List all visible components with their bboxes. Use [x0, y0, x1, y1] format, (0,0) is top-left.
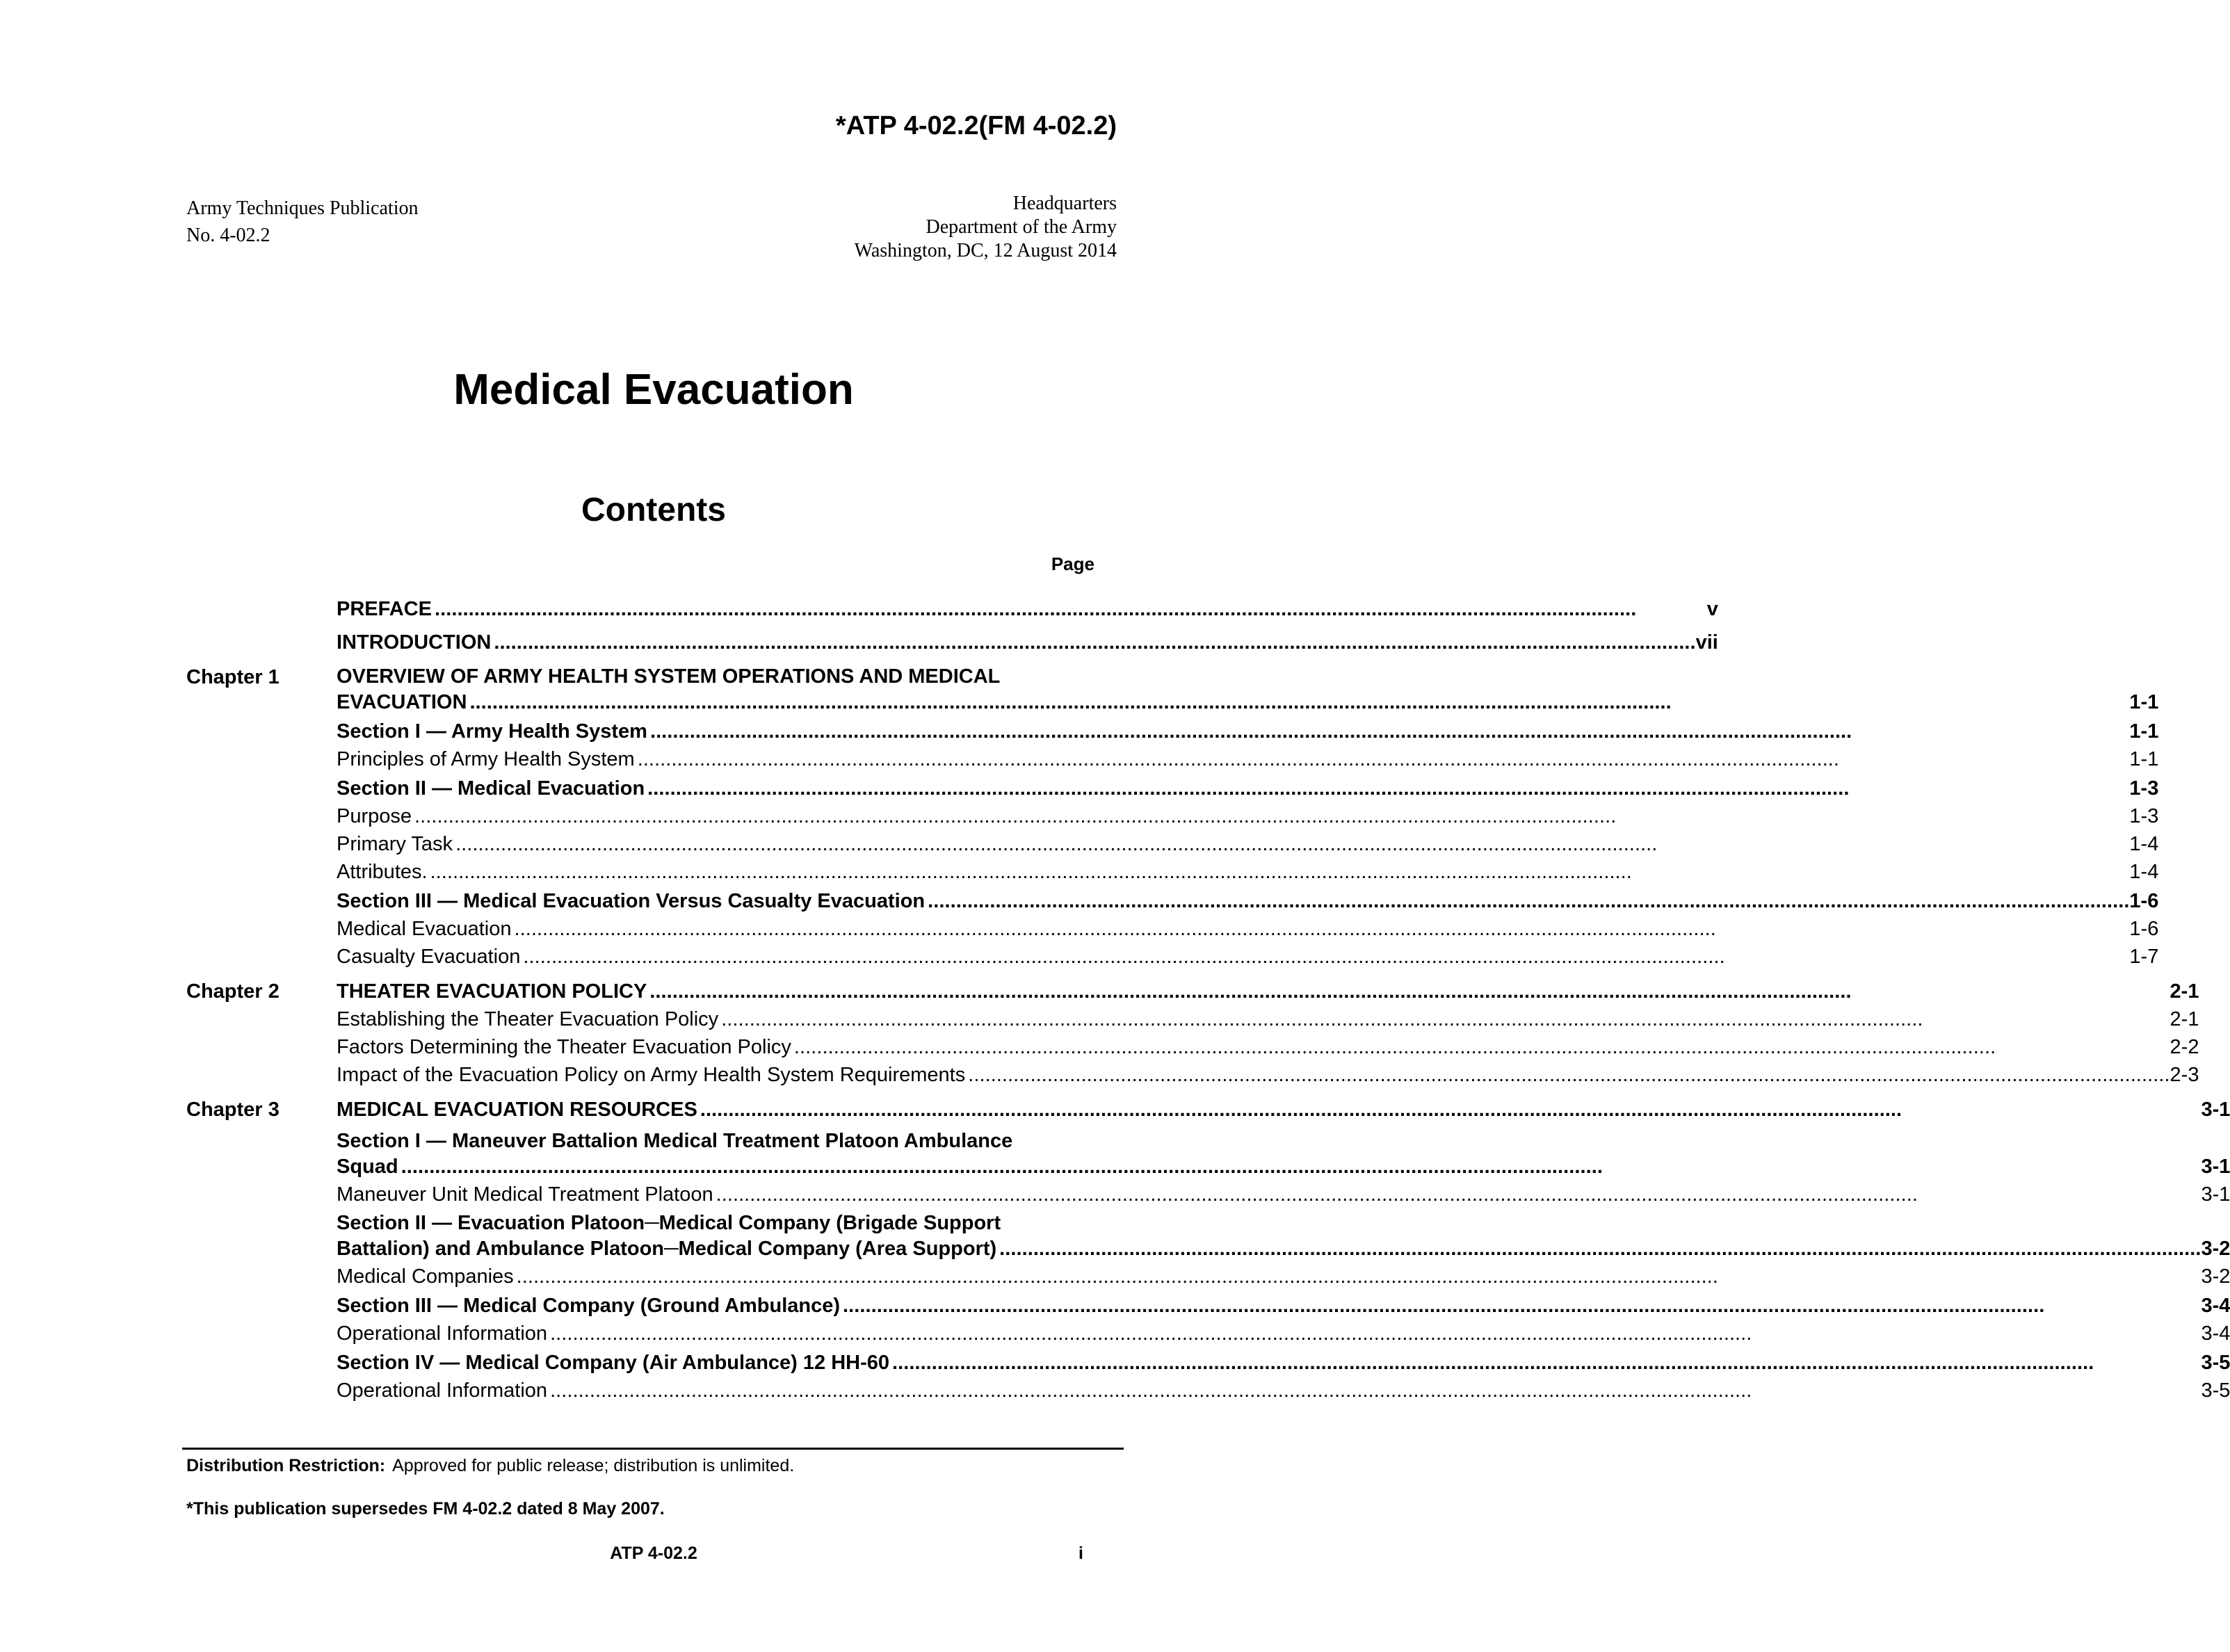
- toc-entry-title: Medical Companies: [337, 1265, 514, 1288]
- toc-page-number: 3-1: [2201, 1156, 2230, 1178]
- toc-chapter-2: [186, 978, 2199, 1089]
- dot-leader: [700, 1096, 2199, 1124]
- toc-entry-title: Primary Task: [337, 833, 453, 855]
- dot-leader: [638, 745, 2127, 773]
- toc-entry-title: Squad: [337, 1156, 398, 1178]
- toc-entry[interactable]: [337, 1061, 2199, 1089]
- toc-entry-title: Section III — Medical Company (Ground Ambulance): [337, 1295, 841, 1317]
- dot-leader: [999, 1235, 2198, 1263]
- toc-page-number: v: [1706, 598, 1718, 620]
- toc-entry-chapter-3[interactable]: [337, 1096, 2230, 1124]
- dot-leader: [649, 978, 2167, 1005]
- toc-page-number: 2-1: [2170, 1008, 2199, 1030]
- dot-leader: [514, 915, 2126, 943]
- toc-page-number: 2-1: [2170, 980, 2199, 1003]
- toc-entry[interactable]: [337, 1181, 2230, 1208]
- toc-entry[interactable]: [337, 1033, 2199, 1061]
- toc-entry-title: Casualty Evacuation: [337, 946, 521, 968]
- toc-page-number: 3-1: [2201, 1099, 2230, 1121]
- toc-entry[interactable]: [337, 1377, 2230, 1404]
- distribution-text: Approved for public release; distribution is unlimited.: [392, 1456, 795, 1475]
- section-title-line[interactable]: Section I — Maneuver Battalion Medical Treatment Platoon Ambulance: [337, 1130, 1013, 1152]
- toc-page-number: 1-3: [2129, 777, 2159, 800]
- chapter-label: Chapter 3: [186, 1099, 280, 1121]
- toc-entry[interactable]: [337, 1005, 2199, 1033]
- dot-leader: [430, 858, 2127, 886]
- toc-front-matter: [186, 594, 1718, 656]
- toc-entry-title: Battalion) and Ambulance Platoon─Medical Company (Area Support): [337, 1238, 997, 1260]
- toc-entry-title: THEATER EVACUATION POLICY: [337, 980, 647, 1003]
- dot-leader: [494, 629, 1692, 656]
- toc-page-number: 2-2: [2170, 1036, 2199, 1058]
- toc-page-number: 3-2: [2201, 1265, 2230, 1288]
- toc-entry-title: Factors Determining the Theater Evacuation Policy: [337, 1036, 791, 1058]
- dot-leader: [650, 718, 2126, 745]
- toc-entry-preface[interactable]: [337, 595, 1718, 623]
- table-of-contents: [186, 587, 2230, 1404]
- toc-entry-title: Section IV — Medical Company (Air Ambulance) 12 HH-60: [337, 1352, 889, 1374]
- toc-entry-title: Establishing the Theater Evacuation Policy: [337, 1008, 719, 1030]
- toc-entry[interactable]: [337, 745, 2158, 773]
- dot-leader: [517, 1263, 2199, 1290]
- toc-entry[interactable]: [337, 802, 2158, 830]
- chapter-label: Chapter 2: [186, 980, 280, 1003]
- dot-leader: [550, 1320, 2198, 1347]
- toc-entry-chapter-1[interactable]: [337, 688, 2158, 716]
- dot-leader: [523, 943, 2126, 971]
- publication-block: [186, 195, 418, 249]
- toc-page-number: 3-1: [2201, 1183, 2230, 1206]
- toc-entry[interactable]: [337, 1292, 2230, 1320]
- toc-entry-title: MEDICAL EVACUATION RESOURCES: [337, 1099, 697, 1121]
- toc-page-number: 3-4: [2201, 1295, 2230, 1317]
- toc-entry[interactable]: [337, 830, 2158, 858]
- distribution-restriction: [186, 1453, 794, 1478]
- page-title: Medical Evacuation: [453, 366, 854, 414]
- toc-page-number: 1-4: [2129, 833, 2159, 855]
- toc-entry[interactable]: [337, 1349, 2230, 1377]
- dot-leader: [716, 1181, 2199, 1208]
- location-date-line: Washington, DC, 12 August 2014: [854, 240, 1117, 261]
- page-column-label: Page: [1051, 553, 1094, 574]
- publication-type: Army Techniques Publication: [186, 197, 419, 219]
- toc-page-number: 1-6: [2129, 918, 2159, 940]
- dot-leader: [435, 595, 1704, 623]
- supersedes-note: *This publication supersedes FM 4-02.2 dated 8 May 2007.: [186, 1499, 665, 1519]
- toc-page-number: 2-3: [2170, 1064, 2199, 1086]
- toc-entry[interactable]: [337, 858, 2158, 886]
- footer-document-id: ATP 4-02.2: [610, 1544, 697, 1563]
- toc-page-number: 1-7: [2129, 946, 2159, 968]
- toc-entry-title: Attributes.: [337, 861, 428, 883]
- toc-page-number: 1-3: [2129, 805, 2159, 827]
- toc-entry-title: Principles of Army Health System: [337, 748, 635, 770]
- toc-page-number: 1-4: [2129, 861, 2159, 883]
- toc-entry-title: Medical Evacuation: [337, 918, 512, 940]
- contents-heading: Contents: [581, 492, 726, 528]
- section-title-line[interactable]: Section II — Evacuation Platoon─Medical Company (Brigade Support: [337, 1212, 1001, 1234]
- toc-entry[interactable]: [337, 887, 2158, 915]
- toc-page-number: 3-5: [2201, 1352, 2230, 1374]
- headquarters-line: Headquarters: [1012, 193, 1117, 214]
- toc-page-number: 3-4: [2201, 1322, 2230, 1345]
- dot-leader: [469, 688, 2126, 716]
- dot-leader: [892, 1349, 2198, 1377]
- toc-entry[interactable]: [337, 1235, 2230, 1263]
- toc-entry-title: EVACUATION: [337, 691, 467, 713]
- toc-entry-chapter-2[interactable]: [337, 978, 2199, 1005]
- dot-leader: [843, 1292, 2198, 1320]
- toc-entry[interactable]: [337, 915, 2158, 943]
- toc-entry-title: Impact of the Evacuation Policy on Army Health System Requirements: [337, 1064, 966, 1086]
- chapter-label: Chapter 1: [186, 666, 280, 688]
- document-id: *ATP 4-02.2(FM 4-02.2): [835, 111, 1117, 140]
- toc-entry-title: Operational Information: [337, 1379, 548, 1402]
- dot-leader: [455, 830, 2126, 858]
- dot-leader: [414, 802, 2126, 830]
- dot-leader: [721, 1005, 2167, 1033]
- toc-entry-title: Section II — Medical Evacuation: [337, 777, 645, 800]
- toc-chapter-1: [186, 663, 2159, 971]
- toc-entry-title: Section III — Medical Evacuation Versus Casualty Evacuation: [337, 890, 926, 912]
- toc-page-number: 1-6: [2129, 890, 2159, 912]
- toc-chapter-3: [186, 1096, 2230, 1404]
- dot-leader: [968, 1061, 2167, 1089]
- distribution-label: Distribution Restriction:: [186, 1456, 386, 1475]
- page-number: i: [1078, 1544, 1083, 1563]
- toc-entry-title: Section I — Army Health System: [337, 720, 647, 743]
- toc-page-number: vii: [1695, 631, 1718, 654]
- toc-entry-title: INTRODUCTION: [337, 631, 492, 654]
- chapter-title-line[interactable]: OVERVIEW OF ARMY HEALTH SYSTEM OPERATIONS AND MEDICAL: [337, 665, 1001, 688]
- dot-leader: [928, 887, 2126, 915]
- toc-page-number: 3-5: [2201, 1379, 2230, 1402]
- toc-page-number: 1-1: [2129, 720, 2159, 743]
- toc-page-number: 1-1: [2129, 691, 2159, 713]
- toc-entry[interactable]: [337, 775, 2158, 802]
- dot-leader: [794, 1033, 2167, 1061]
- dot-leader: [647, 775, 2126, 802]
- toc-entry[interactable]: [337, 1263, 2230, 1290]
- dot-leader: [401, 1153, 2199, 1181]
- department-line: Department of the Army: [926, 216, 1117, 238]
- toc-entry[interactable]: [337, 718, 2158, 745]
- footer-divider: [182, 1448, 1124, 1450]
- toc-entry-introduction[interactable]: [337, 629, 1718, 656]
- toc-entry[interactable]: [337, 943, 2158, 971]
- toc-entry-title: Maneuver Unit Medical Treatment Platoon: [337, 1183, 713, 1206]
- toc-entry-title: Operational Information: [337, 1322, 548, 1345]
- toc-entry-title: Purpose: [337, 805, 412, 827]
- publication-number: No. 4-02.2: [186, 225, 270, 246]
- dot-leader: [550, 1377, 2198, 1404]
- toc-page-number: 1-1: [2129, 748, 2159, 770]
- headquarters-block: [855, 192, 1117, 263]
- toc-entry[interactable]: [337, 1320, 2230, 1347]
- toc-entry[interactable]: [337, 1153, 2230, 1181]
- toc-page-number: 3-2: [2201, 1238, 2230, 1260]
- toc-entry-title: PREFACE: [337, 598, 432, 620]
